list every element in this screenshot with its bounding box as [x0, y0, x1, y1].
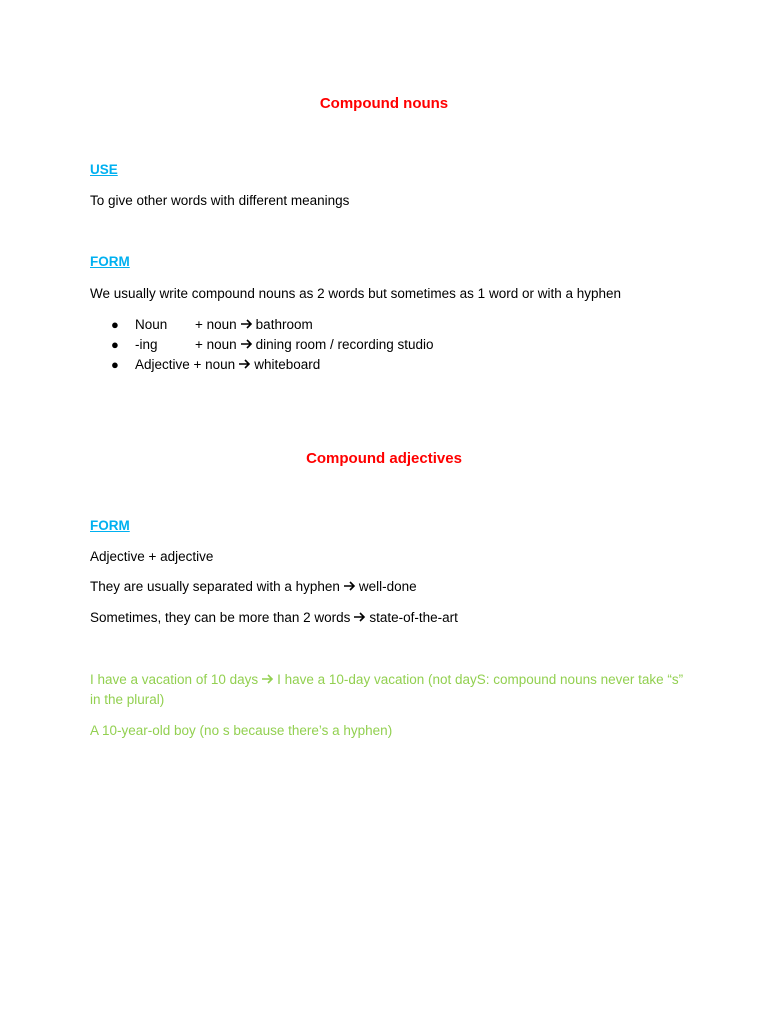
form-text: We usually write compound nouns as 2 words but sometimes as 1 word or with a hyphen — [90, 286, 622, 301]
bullet-dot-icon: ● — [111, 317, 119, 332]
right-arrow-icon — [238, 358, 251, 370]
right-arrow-icon — [240, 318, 253, 330]
bullet-result-text: bathroom — [255, 317, 313, 332]
bullet-right-text: + noun — [195, 337, 237, 352]
right-arrow-icon — [261, 673, 274, 685]
right-arrow-icon — [343, 580, 356, 592]
bullet-result-text: whiteboard — [254, 357, 321, 372]
adjective-line-2: They are usually separated with a hyphen well-done — [90, 579, 417, 594]
adjective-line-3: Sometimes, they can be more than 2 words state-of-the-art — [90, 610, 458, 625]
title-compound-adjectives: Compound adjectives — [306, 450, 462, 467]
bullet-right-text: + noun — [195, 317, 237, 332]
note-year-old-example: A 10-year-old boy (no s because there’s a hyphen) — [90, 723, 393, 738]
bullet-left-text: Noun — [135, 317, 168, 332]
heading-form-nouns: FORM — [90, 254, 130, 269]
bullet-dot-icon: ● — [111, 357, 119, 372]
bullet-dot-icon: ● — [111, 337, 119, 352]
heading-use: USE — [90, 162, 118, 177]
bullet-left-text: -ing — [135, 337, 158, 352]
bullet-result-text: dining room / recording studio — [255, 337, 434, 352]
use-text: To give other words with different meanings — [90, 193, 350, 208]
bullet-full-text: Adjective + noun — [135, 357, 236, 372]
heading-form-adjectives: FORM — [90, 518, 130, 533]
adjective-line-1: Adjective + adjective — [90, 549, 214, 564]
right-arrow-icon — [240, 338, 253, 350]
right-arrow-icon — [353, 611, 366, 623]
title-compound-nouns: Compound nouns — [319, 95, 449, 112]
note-vacation-example: I have a vacation of 10 days I have a 10-day vacation (not dayS: compound nouns never take “s” in the plural) — [90, 672, 684, 707]
